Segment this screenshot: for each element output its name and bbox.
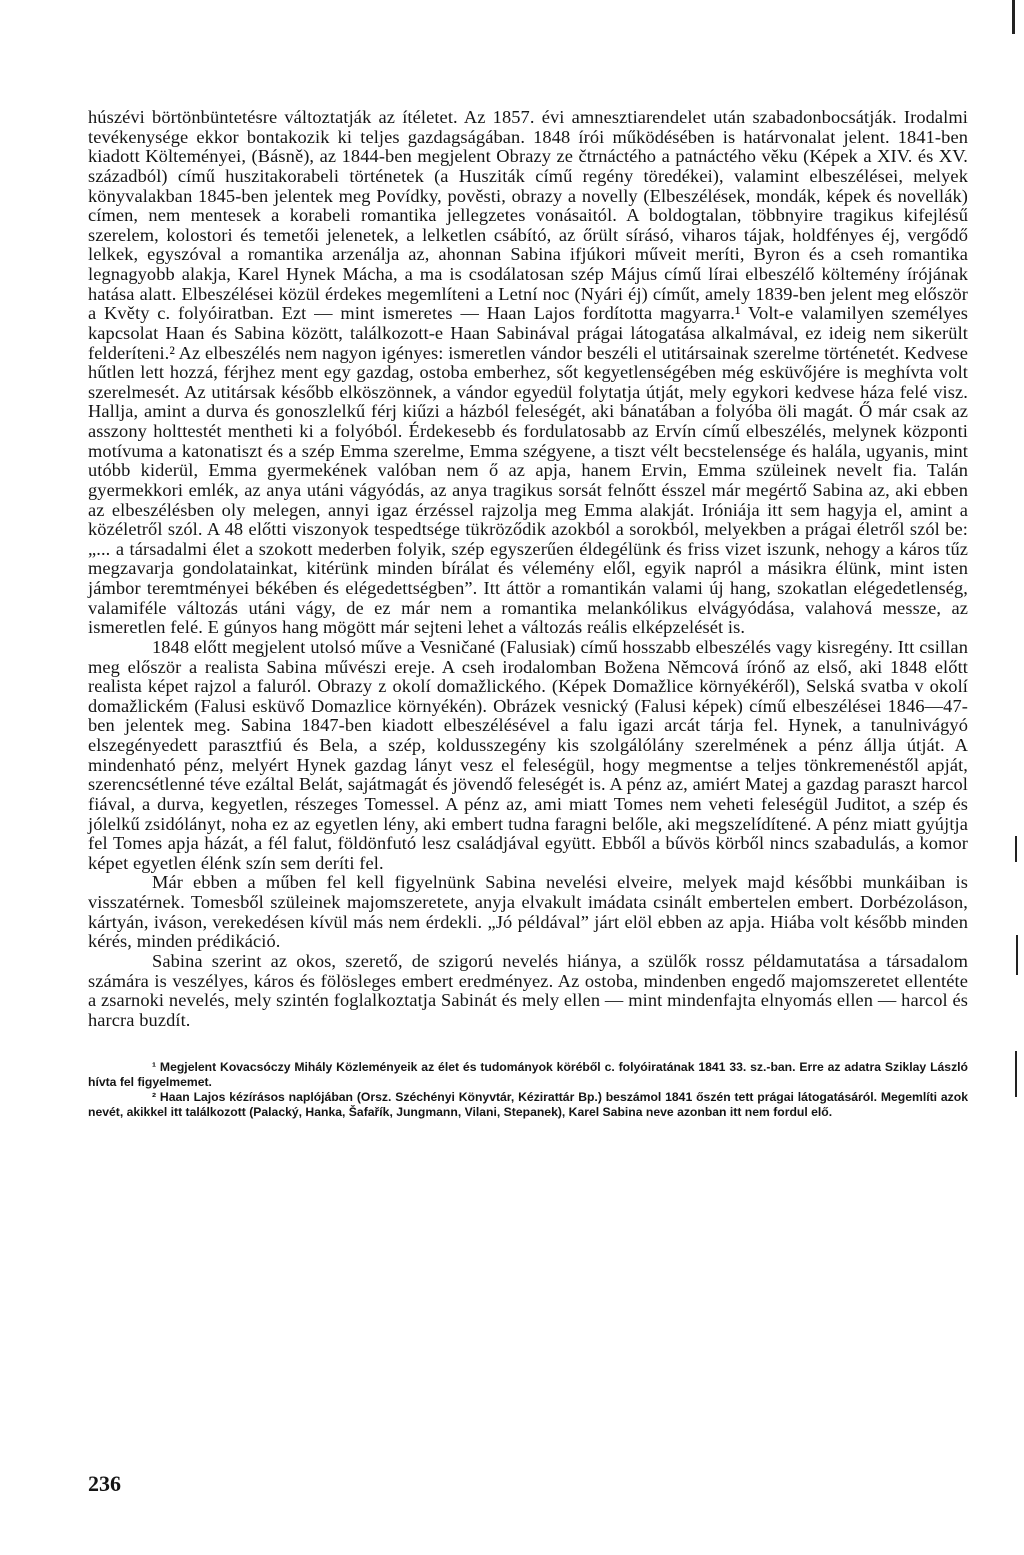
scan-mark — [1015, 1051, 1017, 1097]
page-number: 236 — [88, 1471, 121, 1496]
footnote-2: ² Haan Lajos kézírásos naplójában (Orsz. Széchényi Könyvtár, Kézirattár Bp.) beszámol 1841 őszén tett prágai látogatásáról. Megemlíti azok nevét, akikkel itt találkozott (Palacký, Hanka, Šafařík, Jungmann, Vilani, Stepanek), Karel Sabina neve azonban itt nem fordul elő. — [88, 1090, 968, 1120]
footnote-1: ¹ Megjelent Kovacsóczy Mihály Közleményeik az élet és tudományok köréből c. folyóiratának 1841 33. sz.-ban. Erre az adatra Sziklay László hívta fel figyelmemet. — [88, 1060, 968, 1090]
paragraph-2: 1848 előtt megjelent utolsó műve a Vesničané (Falusiak) című hosszabb elbeszélés vagy kisregény. Itt csillan meg először a realista Sabina művészi ereje. A cseh irodalomban Božena Němcová írónő az első, aki 1848 előtt realista képet rajzol a faluról. Obrazy z okolí domažlického. (Képek Domažlice környékéről), Selská svatba v okolí domažlickém (Falusi esküvő Domazlice környékén). Obrázek vesnický (Falusi képek) című elbeszélései 1846—47-ben jelentek meg. Sabina 1847-ben kiadott elbeszélésével a falu igazi arcát tárja fel. Hynek, a tanulnivágyó elszegényedett parasztfiú és Bela, a szép, koldusszegény kis szolgálólány szerelmének a pénz állja útját. A mindenható pénz, melyért Hynek gazdag lányt vesz el feleségül, hogy megmentse a teljes tönkremenéstől apját, szerencsétlenné téve ezáltal Belát, sajátmagát és jövendő feleségét is. A pénz az, amiért Matej a gazdag paraszt harcol fiával, a durva, kegyetlen, részeges Tomessel. A pénz az, ami miatt Tomes nem veheti feleségül Juditot, a szép és jólelkű zsidólányt, noha ez az egyetlen lény, aki embert tudna faragni belőle, aki megszelídítené. A pénz miatt gyújtja fel Tomes apja házát, a fél falut, földönfutó lesz családjával együtt. Ebből a bűvös körből nincs szabadulás, a komor képet egyetlen élénk szín sem deríti fel. — [88, 636, 968, 873]
page-content — [88, 108, 968, 1120]
paragraph-1: húszévi börtönbüntetésre változtatják az ítéletet. Az 1857. évi amnesztiarendelet után szabadonbocsátják. Irodalmi tevékenysége ekkor bontakozik ki teljes gazdagságában. 1848 írói működésében is határvonalat jelent. 1841-ben kiadott Költeményei, (Básně), az 1844-ben megjelent Obrazy ze čtrnáctého a patnáctého věku (Képek a XIV. és XV. századból) című huszitakorabeli történetek (a Husziták című regény töredékei), valamint elbeszélései, melyek könyvalakban 1845-ben jelentek meg Povídky, pověsti, obrazy a novelly (Elbeszélések, mondák, képek és novellák) címen, nem mentesek a korabeli romantika jellegzetes vonásaitól. A boldogtalan, többnyire tragikus kifejlésű szerelem, kolostori és temetői jelenetek, a lelketlen csábító, az őrült sírásó, viharos tájak, holdfényes éj, vergődő lelkek, egyszóval a romantika arzenálja az, ahonnan Sabina ifjúkori műveit meríti, Byron és a cseh romantika legnagyobb alakja, Karel Hynek Mácha, a ma is csodálatosan szép Május című lírai elbeszélő költemény írójának hatása alatt. Elbeszélései közül érdekes megemlíteni a Letní noc (Nyári éj) címűt, amely 1839-ben jelent meg először a Květy c. folyóiratban. Ezt — mint ismeretes — Haan Lajos fordította magyarra.¹ Volt-e valamilyen személyes kapcsolat Haan és Sabina között, találkozott-e Haan Sabinával prágai látogatása alkalmával, ez ideig nem sikerült felderíteni.² Az elbeszélés nem nagyon igényes: ismeretlen vándor beszéli el utitársainak szerelme történetét. Kedvese hűtlen lett hozzá, férjhez ment egy gazdag, ostoba emberhez, sőt kegyetlenségében még esküvőjére is meghívta volt szerelmesét. Az utitársak később elköszönnek, a vándor egyedül folytatja útját, mely egykori kedvese háza felé visz. Hallja, amint a durva és gonoszlelkű férj kiűzi a házból feleségét, aki bánatában a folyóba öli magát. Ő már csak az asszony holttestét mentheti ki a folyóból. Érdekesebb és fordulatosabb az Ervín című elbeszélés, melynek központi motívuma a katonatiszt és a szép Emma szerelme, Emma szégyene, a tiszt vélt becstelensége és halála, ugyanis, mint utóbb kiderül, Emma gyermekének valóban nem ő az apja, hanem Ervin, Emma szüleinek nevelt fia. Talán gyermekkori emlék, az anya utáni vágyódás, az anya tragikus sorsát felnőtt ésszel már megértő Sabina az, aki ebben az elbeszélésben oly melegen, annyi igaz érzéssel rajzolja meg Emma alakját. Iróniája itt sem hagyja el, amint a közéletről szól. A 48 előtti viszonyok tespedtsége tükröződik azokból a sorokból, melyekben a prágai életről szól be: „... a társadalmi élet a szokott mederben folyik, szép egyszerűen éldegélünk és friss vizet iszunk, nehogy a káros tűz megzavarja gondolatainkat, kitérünk minden bírálat és vélemény elől, egyik napról a másikra élünk, mint isten jámbor teremtményei békében és elégedettségben”. Itt áttör a romantikán valami új hang, szokatlan elégedetlenség, valamiféle változás utáni vágy, de ez már nem a romantika melankólikus elvágyódása, valahová messze, az ismeretlen felé. E gúnyos hang mögött már sejteni lehet a változás reális elképzelését is. — [88, 107, 968, 638]
scan-mark — [1016, 935, 1018, 975]
scan-mark — [1012, 0, 1015, 34]
scan-mark — [1015, 836, 1017, 862]
footnotes — [88, 1060, 968, 1120]
body-text — [88, 108, 968, 1030]
paragraph-3: Már ebben a műben fel kell figyelnünk Sabina nevelési elveire, melyek majd későbbi munkáiban is visszatérnek. Tomesből szüleinek majomszeretete, anyja elvakult imádata csinált embertelen embert. Dorbézoláson, kártyán, iváson, verekedésen kívül más nem érdekli. „Jó példával” járt elöl ebben az apja. Hiába volt később minden kérés, minden prédikáció. — [88, 872, 968, 952]
paragraph-4: Sabina szerint az okos, szerető, de szigorú nevelés hiánya, a szülők rossz példamutatása a társadalom számára is veszélyes, káros és fölösleges embert eredményez. Az ostoba, mindenben engedő majomszeretet ellentéte a zsarnoki nevelés, mely szintén foglalkoztatja Sabinát és mely ellen — mint mindenfajta elnyomás ellen — harcol és harcra buzdít. — [88, 950, 968, 1030]
